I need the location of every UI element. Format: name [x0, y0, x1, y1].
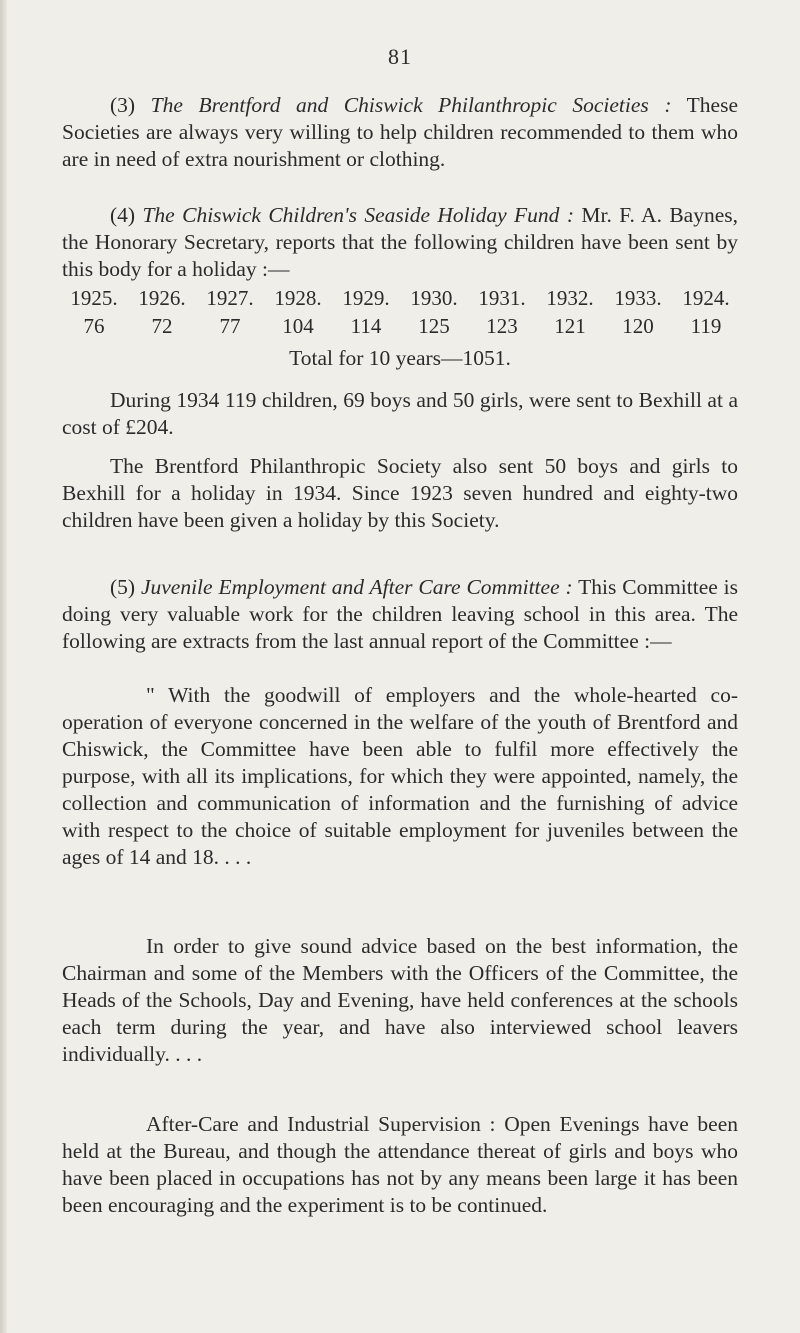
- year-cell: 1925.: [70, 286, 118, 310]
- count-cell: 77: [219, 314, 241, 338]
- count-cell: 120: [622, 314, 654, 338]
- count-cell: 76: [83, 314, 105, 338]
- section-4-number: (4): [110, 203, 136, 227]
- total-line: Total for 10 years—1051.: [289, 346, 511, 370]
- year-cell: 1924.: [682, 286, 730, 310]
- section-4-heading: The Chiswick Children's Seaside Holiday Fund :: [142, 203, 574, 227]
- quote-paragraph-1: " With the goodwill of employers and the whole-hearted co-operation of everyone concerned in the welfare of the youth of Brentford and Chiswick, the Committee have been able to fulfil more effectively the purpose, with all its implications, for which they were appointed, namely, the collection and communication of information and the furnishing of advice with respect to the choice of suitable employment for juveniles between the ages of 14 and 18. . . .: [62, 683, 738, 869]
- section-3-number: (3): [110, 93, 136, 117]
- section-5-paragraph: [62, 574, 738, 655]
- years-row: [62, 285, 738, 312]
- year-cell: 1927.: [206, 286, 254, 310]
- year-cell: 1930.: [410, 286, 458, 310]
- year-cell: 1932.: [546, 286, 594, 310]
- section-3-heading: The Brentford and Chiswick Philanthropic Societies :: [150, 93, 672, 117]
- section-4-paragraph: [62, 202, 738, 283]
- count-cell: 104: [282, 314, 314, 338]
- count-cell: 123: [486, 314, 518, 338]
- count-cell: 114: [350, 314, 382, 338]
- quote-paragraph-3: After-Care and Industrial Supervision : Open Evenings have been held at the Bureau, and though the attendance thereat of girls and boys who have been placed in occupations has not by any means been large it has been been encouraging and the experiment is to be continued.: [62, 1112, 738, 1217]
- year-cell: 1929.: [342, 286, 390, 310]
- count-cell: 125: [418, 314, 450, 338]
- page-edge: [0, 0, 7, 1333]
- section-5-heading: Juvenile Employment and After Care Committee :: [140, 575, 573, 599]
- count-cell: 119: [690, 314, 722, 338]
- paragraph-1934: During 1934 119 children, 69 boys and 50 girls, were sent to Bexhill at a cost of £204.: [62, 388, 738, 439]
- section-4-body: Mr. F. A. Baynes, the Honorary Secretary, reports that the following children have been sent by this body for a holiday :—: [62, 203, 738, 281]
- section-5-body: This Committee is doing very valuable work for the children leaving school in this area. The following are extracts from the last annual report of the Committee :—: [62, 575, 739, 653]
- section-5-number: (5): [110, 575, 136, 599]
- count-cell: 72: [151, 314, 173, 338]
- section-3-body: These Societies are always very willing to help children recommended to them who are in need of extra nourishment or clothing.: [62, 93, 739, 171]
- year-cell: 1928.: [274, 286, 322, 310]
- year-cell: 1926.: [138, 286, 186, 310]
- section-3-paragraph: [62, 92, 738, 173]
- page-number: 81: [388, 44, 412, 69]
- counts-row: [62, 313, 738, 340]
- paragraph-brentford-society: The Brentford Philanthropic Society also sent 50 boys and girls to Bexhill for a holiday in 1934. Since 1923 seven hundred and eighty-two children have been given a holiday by this Society.: [62, 454, 738, 532]
- quote-paragraph-2: In order to give sound advice based on the best information, the Chairman and some of the Members with the Officers of the Committee, the Heads of the Schools, Day and Evening, have held conferences at the schools each term during the year, and have also interviewed school leavers individually. . . .: [62, 934, 738, 1066]
- year-cell: 1931.: [478, 286, 526, 310]
- year-cell: 1933.: [614, 286, 662, 310]
- count-cell: 121: [554, 314, 586, 338]
